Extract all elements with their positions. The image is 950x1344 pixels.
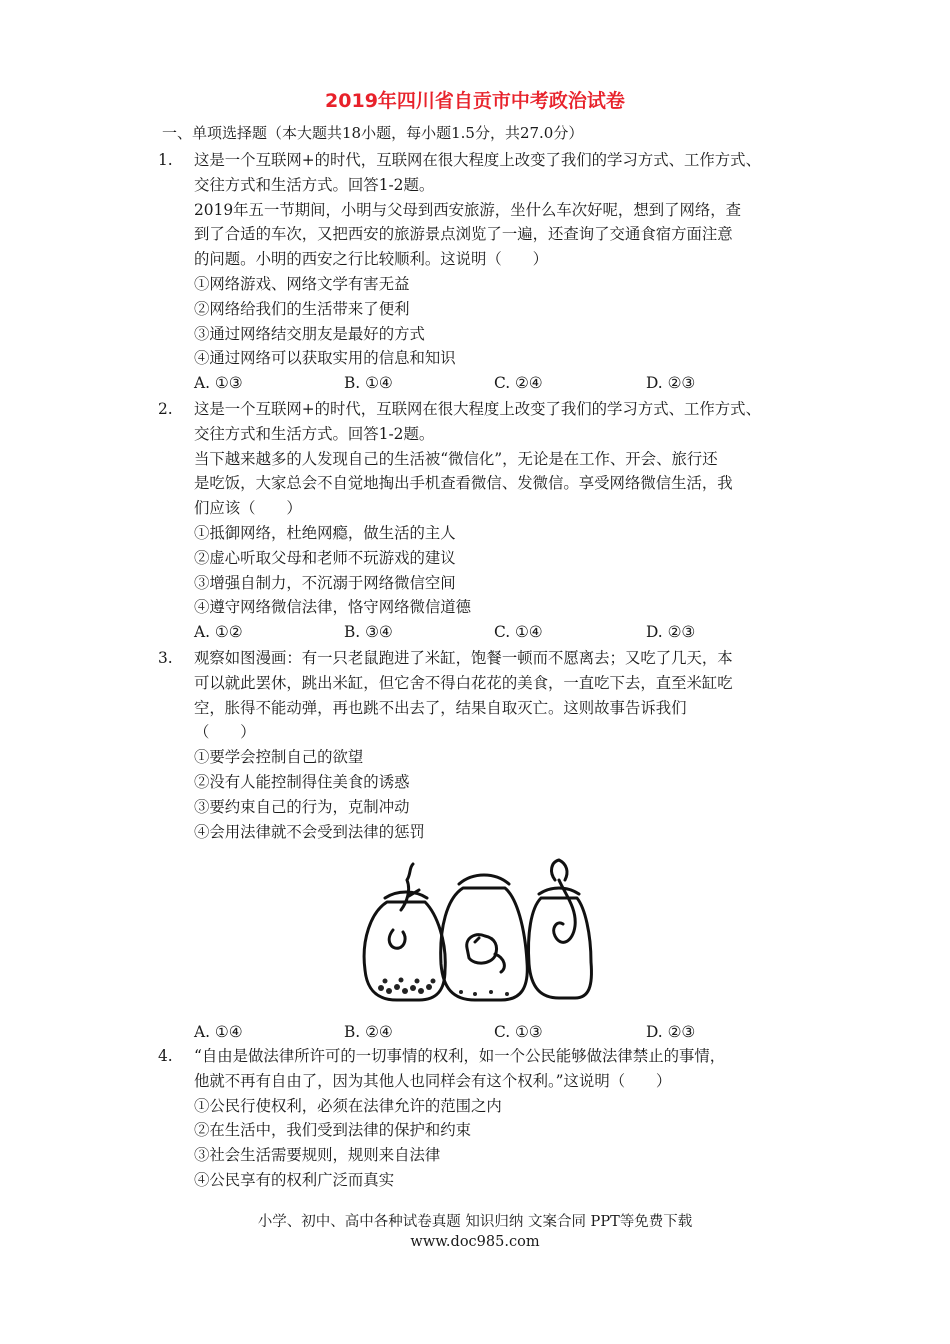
footer-website-link[interactable]: www.doc985.com [410,1234,540,1250]
question-number: 4. [158,1047,173,1065]
question-number: 3. [158,649,173,667]
answer-choice-c: C. ②④ [494,374,543,393]
answer-choices [194,371,808,396]
statement-option: ④会用法律就不会受到法律的惩罚 [194,822,425,841]
statement-option: ②在生活中，我们受到法律的保护和约束 [194,1121,472,1140]
section-heading: 一、单项选择题（本大题共18小题，每小题1.5分，共27.0分） [162,124,584,142]
question-text-line: （ ） [194,723,256,742]
question-text-line: 是吃饭，大家总会不自觉地掏出手机查看微信、发微信。享受网络微信生活，我 [194,474,733,493]
mouse-in-jar [467,935,497,963]
question-text-line: 交往方式和生活方式。回答1-2题。 [194,424,435,443]
answer-choice-b: B. ①④ [344,374,393,393]
question-text-line: 这是一个互联网+的时代，互联网在很大程度上改变了我们的学习方式、工作方式、 [194,151,761,169]
answer-choices [194,620,808,645]
answer-choice-b: B. ③④ [344,623,393,642]
question-text-line: 可以就此罢休，跳出米缸，但它舍不得白花花的美食，一直吃下去，直至米缸吃 [194,673,733,692]
answer-choice-a: A. ①④ [194,1023,243,1042]
statement-option: ②网络给我们的生活带来了便利 [194,299,410,318]
statement-option: ③增强自制力，不沉溺于网络微信空间 [194,573,456,592]
answer-choices [194,1020,808,1045]
statement-option: ①抵御网络，杜绝网瘾，做生活的主人 [194,523,456,542]
page-title: 2019年四川省自贡市中考政治试卷 [325,90,625,112]
question-text-line: 他就不再有自由了，因为其他人也同样会有这个权利。”这说明（ ） [194,1071,672,1090]
question-text-line: 到了合适的车次，又把西安的旅游景点浏览了一遍，还查询了交通食宿方面注意 [194,225,733,244]
answer-choice-d: D. ②③ [646,374,696,393]
question-number: 2. [158,400,173,418]
statement-option: ③通过网络结交朋友是最好的方式 [194,324,425,343]
rice-jar-mouse-cartoon [355,850,595,1010]
question-text-line: 空，胀得不能动弹，再也跳不出去了，结果自取灭亡。这则故事告诉我们 [194,698,687,717]
answer-choice-a: A. ①② [194,623,243,642]
answer-choice-c: C. ①④ [494,623,543,642]
statement-option: ②虚心听取父母和老师不玩游戏的建议 [194,548,456,567]
footer-promo-text: 小学、初中、高中各种试卷真题 知识归纳 文案合同 PPT等免费下载 [257,1214,693,1230]
answer-choice-d: D. ②③ [646,623,696,642]
statement-option: ②没有人能控制得住美食的诱惑 [194,772,410,791]
statement-option: ④遵守网络微信法律，恪守网络微信道德 [194,598,472,617]
question-text-line: 观察如图漫画：有一只老鼠跑进了米缸，饱餐一顿而不愿离去；又吃了几天，本 [194,649,733,667]
statement-option: ③社会生活需要规则，规则来自法律 [194,1146,441,1165]
question-1 [158,148,808,396]
question-text-line: 这是一个互联网+的时代，互联网在很大程度上改变了我们的学习方式、工作方式、 [194,400,761,418]
question-4 [158,1044,808,1193]
question-2 [158,397,808,645]
answer-choice-a: A. ①③ [194,374,243,393]
question-text-line: “自由是做法律所许可的一切事情的权利，如一个公民能够做法律禁止的事情， [194,1047,726,1065]
question-text-line: 当下越来越多的人发现自己的生活被“微信化”，无论是在工作、开会、旅行还 [194,449,718,468]
question-text-line: 的问题。小明的西安之行比较顺利。这说明（ ） [194,250,548,269]
jar-3-outline [529,898,592,998]
statement-option: ④通过网络可以获取实用的信息和知识 [194,349,456,368]
statement-option: ①网络游戏、网络文学有害无益 [194,274,410,293]
statement-option: ③要约束自己的行为，克制冲动 [194,797,410,816]
statement-option: ④公民享有的权利广泛而真实 [194,1170,395,1189]
jar-2-outline [441,888,528,1000]
answer-choice-d: D. ②③ [646,1023,696,1042]
question-text-line: 交往方式和生活方式。回答1-2题。 [194,175,435,194]
answer-choice-c: C. ①③ [494,1023,543,1042]
question-number: 1. [158,151,173,169]
mouse-head-3 [552,860,567,880]
jar-1-outline [364,902,445,1000]
question-text-line: 2019年五一节期间，小明与父母到西安旅游，坐什么车次好呢，想到了网络，查 [194,200,742,219]
answer-choice-b: B. ②④ [344,1023,393,1042]
page-footer [0,1212,950,1252]
statement-option: ①公民行使权利，必须在法律允许的范围之内 [194,1096,502,1115]
question-text-line: 们应该（ ） [194,499,302,518]
statement-option: ①要学会控制自己的欲望 [194,748,364,767]
